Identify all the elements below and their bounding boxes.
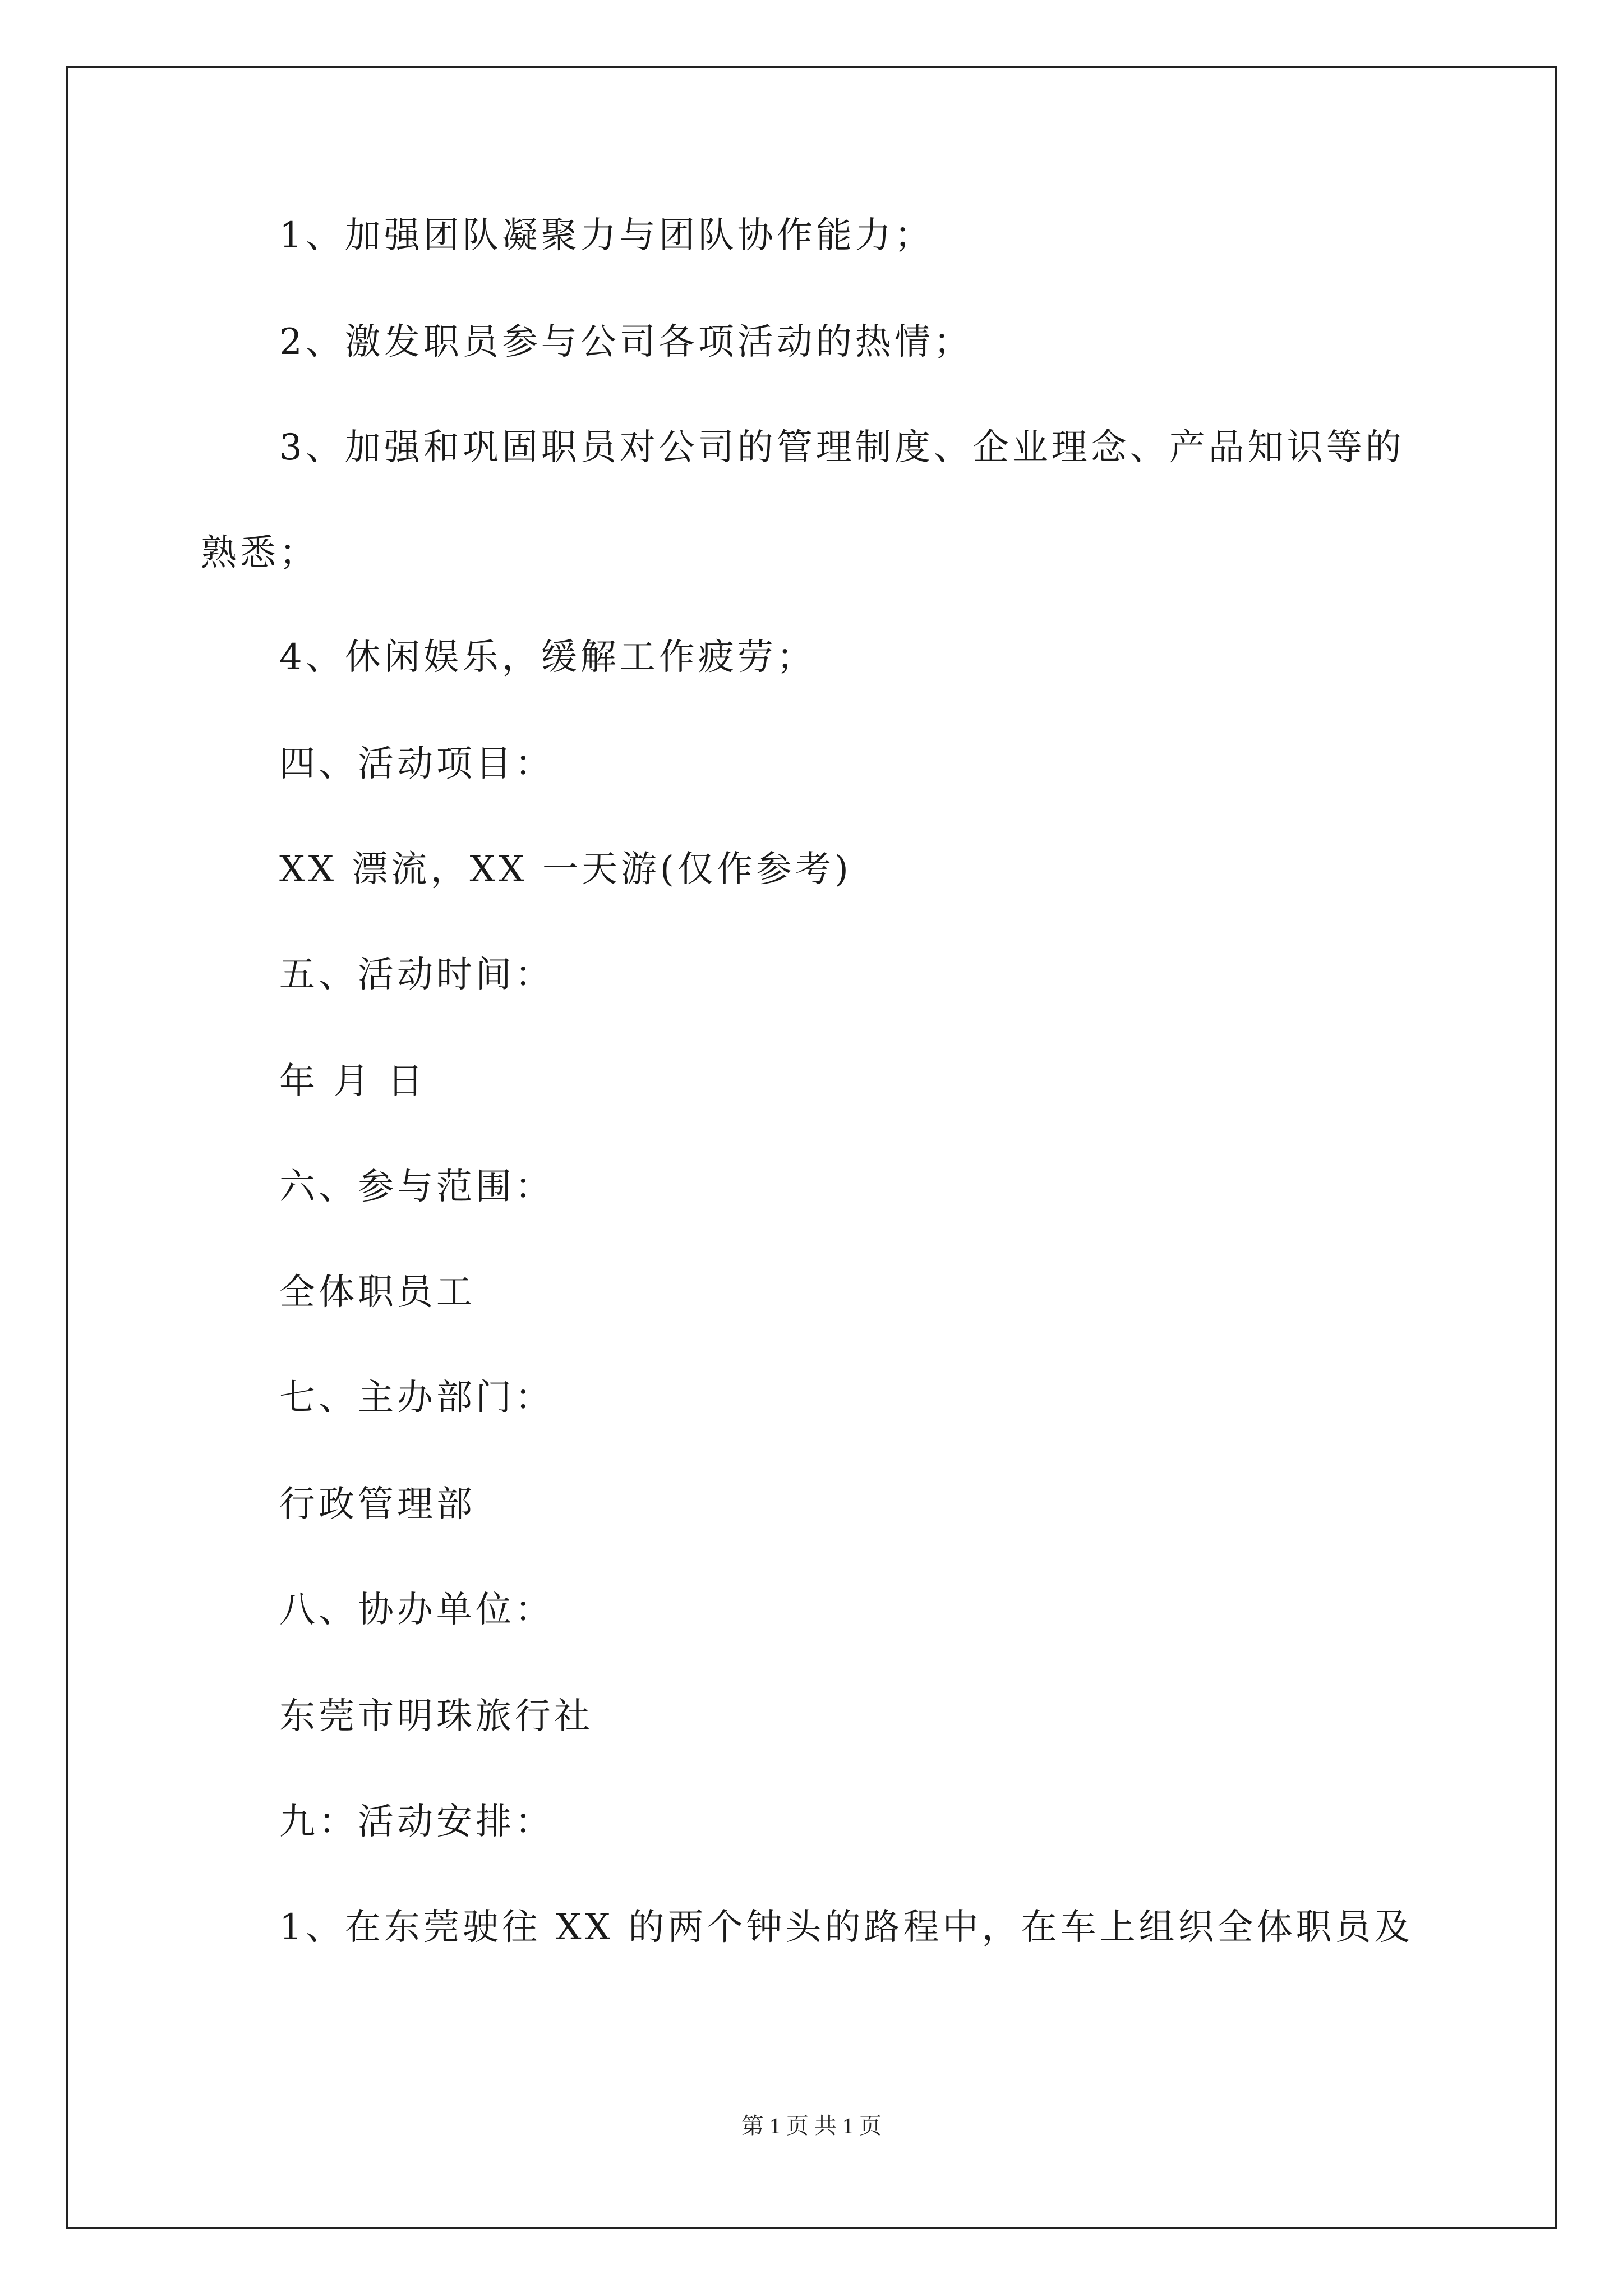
section-heading-schedule: 九：活动安排： (279, 1801, 554, 1843)
section-heading-organizer: 七、主办部门： (279, 1377, 554, 1419)
goal-item-3-continuation: 熟悉； (201, 532, 319, 574)
goal-item-3: 3、加强和巩固职员对公司的管理制度、企业理念、产品知识等的 (279, 427, 1405, 468)
section-heading-activities: 四、活动项目： (279, 743, 554, 785)
schedule-item-1: 1、在东莞驶往 XX 的两个钟头的路程中，在车上组织全体职员及 (279, 1907, 1414, 1948)
goal-item-1: 1、加强团队凝聚力与团队协作能力； (279, 215, 934, 256)
goal-item-2: 2、激发职员参与公司各项活动的热情； (279, 321, 973, 363)
co-organizer-text: 东莞市明珠旅行社 (279, 1696, 593, 1737)
section-heading-scope: 六、参与范围： (279, 1166, 554, 1208)
section-heading-co-organizer: 八、协办单位： (279, 1589, 554, 1631)
time-text: 年 月 日 (279, 1061, 427, 1102)
goal-item-4: 4、休闲娱乐，缓解工作疲劳； (279, 637, 816, 678)
activities-text: XX 漂流，XX 一天游(仅作参考) (279, 849, 852, 890)
section-heading-time: 五、活动时间： (279, 954, 554, 996)
page-footer: 第 1 页 共 1 页 (741, 2113, 882, 2138)
organizer-text: 行政管理部 (279, 1484, 476, 1525)
scope-text: 全体职员工 (279, 1272, 476, 1313)
